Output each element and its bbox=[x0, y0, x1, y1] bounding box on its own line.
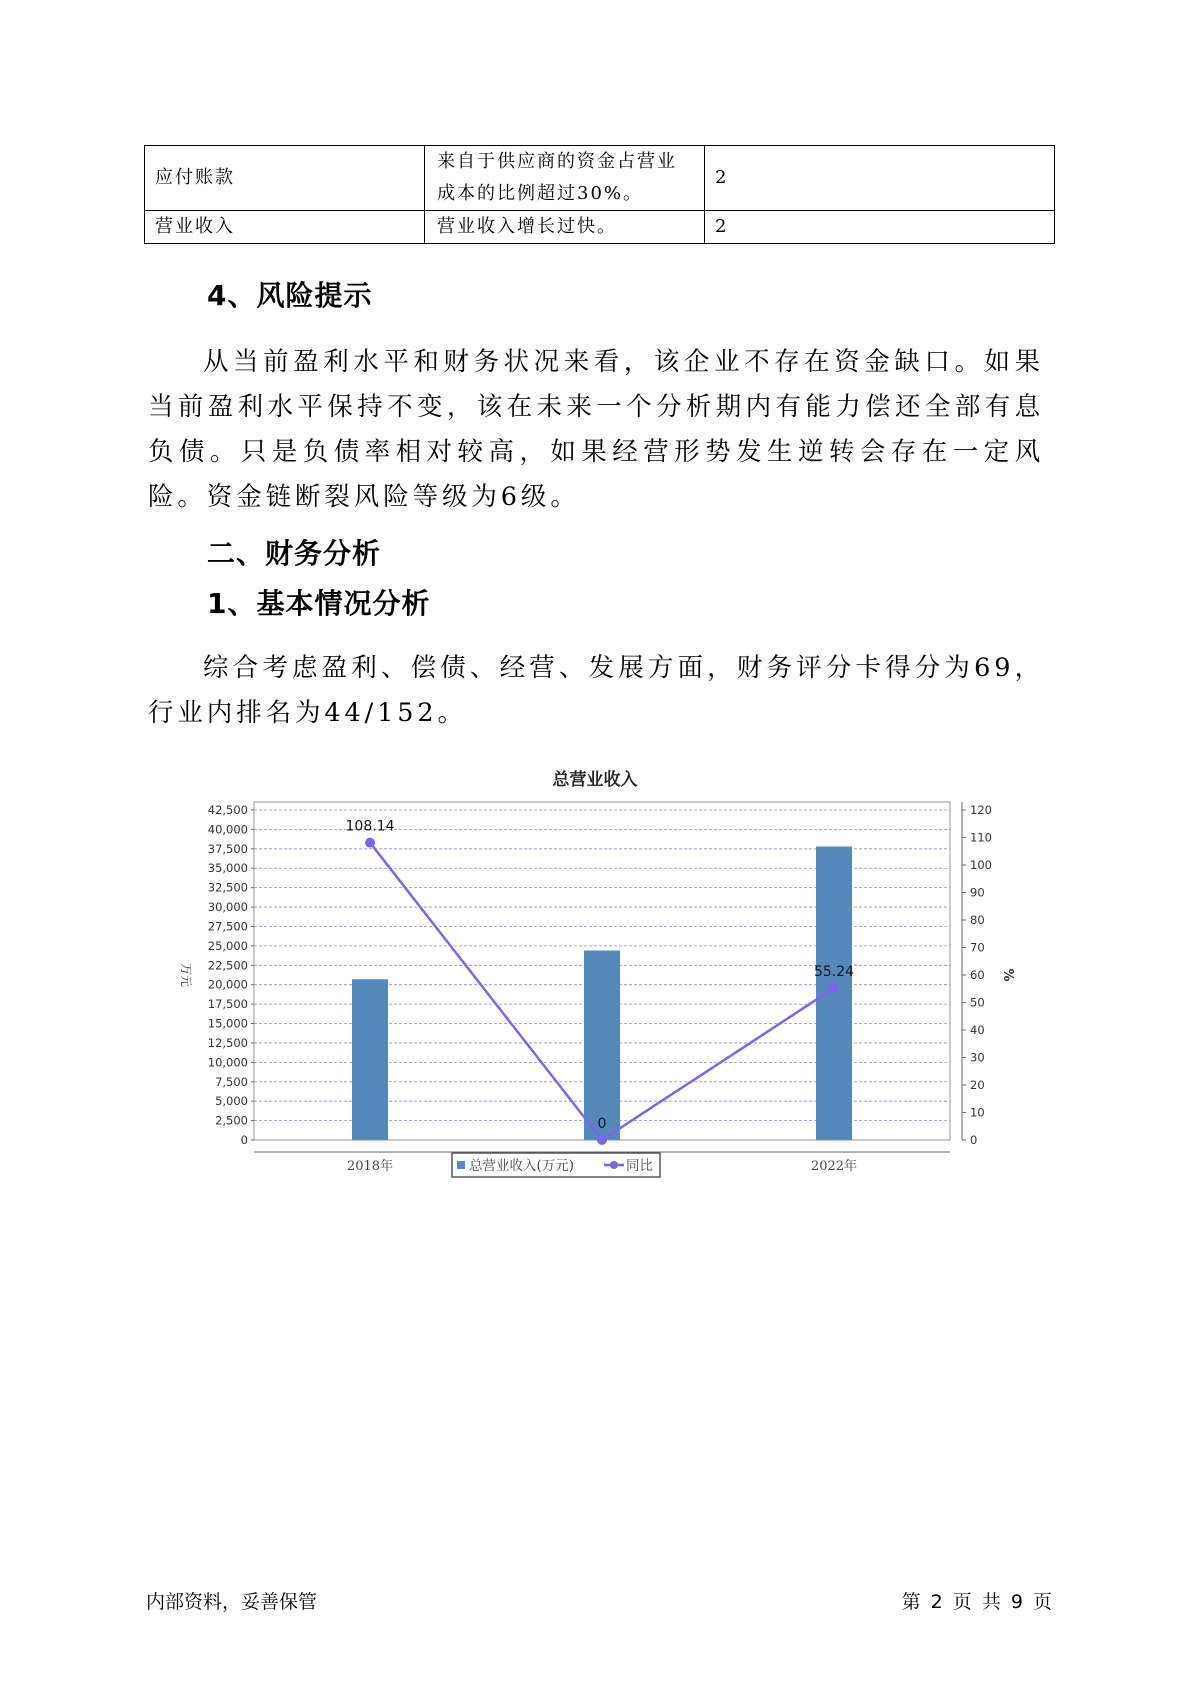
y-tick-label: 2,500 bbox=[215, 1113, 248, 1128]
y2-tick-label: 120 bbox=[970, 803, 992, 817]
y-tick-label: 25,000 bbox=[207, 938, 248, 953]
y2-tick-label: 20 bbox=[970, 1078, 985, 1092]
y-tick-label: 15,000 bbox=[207, 1016, 248, 1031]
risk-paragraph: 从当前盈利水平和财务状况来看，该企业不存在资金缺口。如果当前盈利水平保持不变，该在未来一个分析期内有能力偿还全部有息负债。只是负债率相对较高，如果经营形势发生逆转会存在一定风险。资金链断裂风险等级为6级。 bbox=[148, 347, 1044, 512]
table-row bbox=[145, 146, 1055, 211]
x-tick-label: 2022年 bbox=[810, 1159, 858, 1174]
y2-tick-label: 0 bbox=[970, 1133, 978, 1147]
data-label: 108.14 bbox=[345, 818, 395, 835]
x-tick-label: 2018年 bbox=[346, 1159, 394, 1174]
y2-tick-label: 40 bbox=[970, 1023, 985, 1037]
legend-line-marker bbox=[610, 1161, 618, 1169]
line-point bbox=[829, 983, 839, 993]
y2-tick-label: 60 bbox=[970, 968, 985, 982]
y-tick-label: 32,500 bbox=[207, 880, 248, 895]
page-number: 第 2 页 共 9 页 bbox=[901, 1591, 1054, 1613]
y2-tick-label: 10 bbox=[970, 1105, 985, 1120]
table-cell-item: 应付账款 bbox=[145, 146, 425, 211]
table-cell-score: 2 bbox=[705, 211, 1055, 244]
data-label: 55.24 bbox=[813, 964, 855, 981]
y2-tick-label: 30 bbox=[970, 1050, 985, 1065]
y2-axis-label: % bbox=[1000, 968, 1015, 982]
y2-tick-label: 80 bbox=[970, 913, 985, 927]
data-label: 0 bbox=[597, 1116, 607, 1132]
bar bbox=[813, 846, 855, 1140]
y-tick-label: 0 bbox=[240, 1133, 248, 1147]
finance-heading: 二、财务分析 bbox=[207, 537, 382, 570]
y-tick-label: 12,500 bbox=[207, 1035, 248, 1050]
y2-tick-label: 70 bbox=[970, 940, 985, 955]
y-tick-label: 22,500 bbox=[207, 958, 248, 973]
table-cell-desc: 营业收入增长过快。 bbox=[425, 211, 705, 244]
basic-paragraph: 综合考虑盈利、偿债、经营、发展方面，财务评分卡得分为69，行业内排名为44/152。 bbox=[148, 653, 1044, 728]
bar bbox=[584, 951, 620, 1140]
table-cell-desc: 来自于供应商的资金占营业成本的比例超过30%。 bbox=[425, 146, 705, 211]
y-tick-label: 17,500 bbox=[207, 997, 248, 1012]
chart-title: 总营业收入 bbox=[552, 770, 638, 790]
y-tick-label: 5,000 bbox=[215, 1094, 248, 1109]
line-point bbox=[597, 1135, 607, 1145]
risk-heading: 4、风险提示 bbox=[207, 279, 373, 312]
legend-bar-swatch bbox=[457, 1161, 465, 1169]
risk-indicator-table bbox=[144, 145, 1055, 244]
basic-heading: 1、基本情况分析 bbox=[207, 587, 431, 620]
y-tick-label: 35,000 bbox=[207, 861, 248, 876]
y-tick-label: 30,000 bbox=[207, 900, 248, 915]
line-point bbox=[365, 838, 375, 848]
y-axis-label: 万元 bbox=[179, 962, 193, 988]
footer-note: 内部资料，妥善保管 bbox=[146, 1591, 318, 1613]
revenue-chart bbox=[170, 755, 1020, 1215]
bar bbox=[352, 979, 388, 1140]
y2-tick-label: 110 bbox=[970, 830, 992, 845]
y2-tick-label: 100 bbox=[970, 858, 992, 872]
y-tick-label: 27,500 bbox=[207, 919, 248, 934]
y-tick-label: 40,000 bbox=[207, 822, 248, 837]
y-tick-label: 7,500 bbox=[215, 1074, 248, 1089]
legend-line-label: 同比 bbox=[626, 1158, 653, 1174]
y-tick-label: 10,000 bbox=[207, 1055, 248, 1070]
table-cell-score: 2 bbox=[705, 146, 1055, 211]
y-tick-label: 42,500 bbox=[207, 803, 248, 817]
y2-tick-label: 90 bbox=[970, 885, 985, 900]
legend-bar-label: 总营业收入(万元) bbox=[469, 1158, 575, 1174]
table-cell-item: 营业收入 bbox=[145, 211, 425, 244]
y-tick-label: 20,000 bbox=[207, 977, 248, 992]
y-tick-label: 37,500 bbox=[207, 841, 248, 856]
table-row bbox=[145, 211, 1055, 244]
y2-tick-label: 50 bbox=[970, 995, 985, 1010]
